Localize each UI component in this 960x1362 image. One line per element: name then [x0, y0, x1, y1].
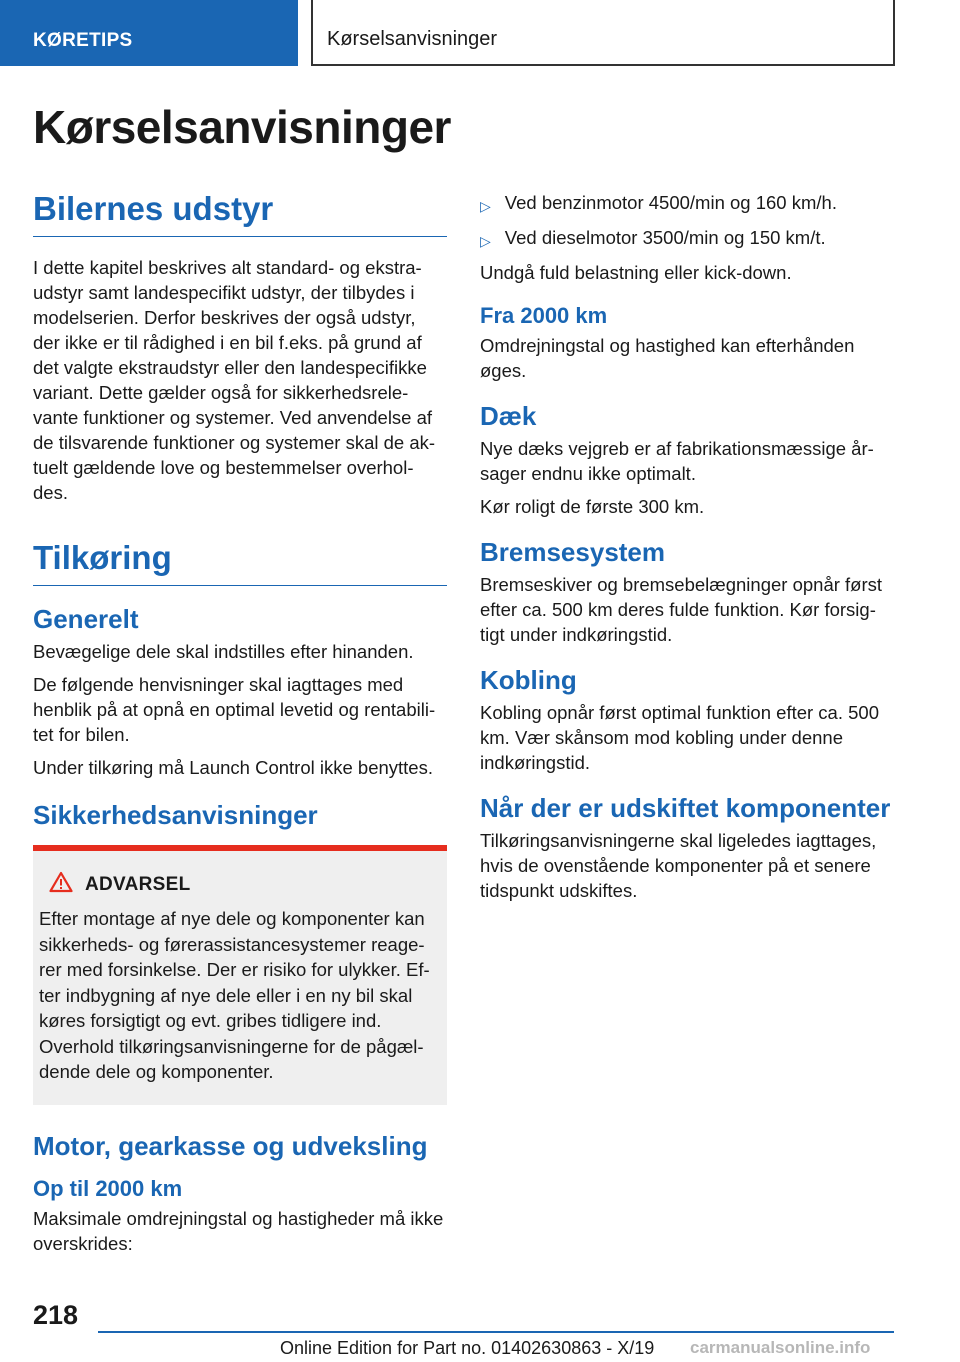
daek-p1: Nye dæks vejgreb er af fabrikationsmæssige år-sager endnu ikke optimalt.: [480, 438, 874, 484]
undga-text: Undgå fuld belastning eller kick-down.: [480, 262, 792, 283]
chapter-tab: Kørselsanvisninger: [311, 0, 895, 66]
op-til-text: Maksimale omdrejningstal og hastigheder må ikke overskrides:: [33, 1207, 444, 1254]
page-header: [0, 0, 960, 66]
daek-heading: Dæk: [480, 401, 537, 431]
left-column: [33, 190, 447, 1264]
udstyr-text: I dette kapitel beskrives alt standard- og ekstra-udstyr samt landespecifikt udstyr, der tilbydes i modelserien. Derfor beskrives der også udstyr, der ikke er til rådighed i en bil f.eks. på grund af det valgte ekstraudstyr eller den landespecifikke variant. Dette gælder også for sikkerhedsrele-vante funktioner og systemer. Ved anvendelse af de tilsvarende funktioner og systemer skal de ak-tuelt gældende love og bestemmelser overhol-des.: [33, 257, 436, 503]
footer-rule: [98, 1331, 894, 1333]
bullet-triangle-icon: ▷: [480, 198, 491, 214]
list-item: ▷ Ved benzinmotor 4500/min og 160 km/h.: [480, 190, 900, 219]
fra-heading: Fra 2000 km: [480, 303, 608, 328]
brems-heading: Bremsesystem: [480, 537, 666, 567]
edition-text: Online Edition for Part no. 01402630863 - X/19: [280, 1338, 655, 1358]
generelt-p2: De følgende henvisninger skal iagttages med henblik på at opnå en optimal levetid og rentabili-tet for bilen.: [33, 674, 436, 745]
list-item: ▷ Ved dieselmotor 3500/min og 150 km/t.: [480, 225, 900, 254]
warning-triangle-icon: [49, 871, 73, 898]
udstyr-heading: Bilernes udstyr: [33, 190, 447, 237]
komponenter-heading: Når der er udskiftet komponenter: [480, 793, 891, 823]
right-column: [480, 190, 900, 911]
generelt-p1: Bevægelige dele skal indstilles efter hinanden.: [33, 641, 414, 662]
fra-text: Omdrejningstal og hastighed kan efterhånden øges.: [480, 335, 855, 381]
warning-title: ADVARSEL: [85, 873, 191, 895]
page-title: Kørselsanvisninger: [33, 101, 451, 153]
kobling-heading: Kobling: [480, 665, 577, 695]
op-til-heading: Op til 2000 km: [33, 1175, 183, 1201]
warning-text: Efter montage af nye dele og komponenter kan sikkerheds- og førerassistancesystemer reage-rer med forsinkelse. Der er risiko for ulykker. Ef-ter indbygning af nye dele eller i en ny bil skal køres forsigtigt og evt. gribes tidligere ind. Overhold tilkøringsanvisningerne for de pågæl-dende dele og komponenter.: [39, 908, 430, 1082]
warning-header: [39, 871, 439, 898]
komponenter-text: Tilkøringsanvisningerne skal ligeledes iagttages, hvis de ovenstående komponenter på et senere tidspunkt udskiftes.: [480, 830, 877, 901]
section-tab: KØRETIPS: [0, 0, 298, 66]
tilkoring-heading: Tilkøring: [33, 539, 447, 586]
daek-p2: Kør roligt de første 300 km.: [480, 496, 705, 517]
sikkerhed-heading: Sikkerhedsanvisninger: [33, 800, 318, 830]
brems-text: Bremseskiver og bremsebelægninger opnår først efter ca. 500 km deres fulde funktion. Kør forsig-tigt under indkøringstid.: [480, 574, 883, 645]
kobling-text: Kobling opnår først optimal funktion efter ca. 500 km. Vær skånsom mod kobling under denne indkøringstid.: [480, 702, 879, 773]
generelt-heading: Generelt: [33, 604, 139, 634]
watermark: carmanualsonline.info: [690, 1338, 871, 1357]
generelt-p3: Under tilkøring må Launch Control ikke benyttes.: [33, 757, 433, 778]
bullet-triangle-icon: ▷: [480, 233, 491, 249]
page-number: 218: [33, 1300, 79, 1330]
warning-box: [33, 845, 447, 1105]
motor-heading: Motor, gearkasse og udveksling: [33, 1130, 428, 1161]
